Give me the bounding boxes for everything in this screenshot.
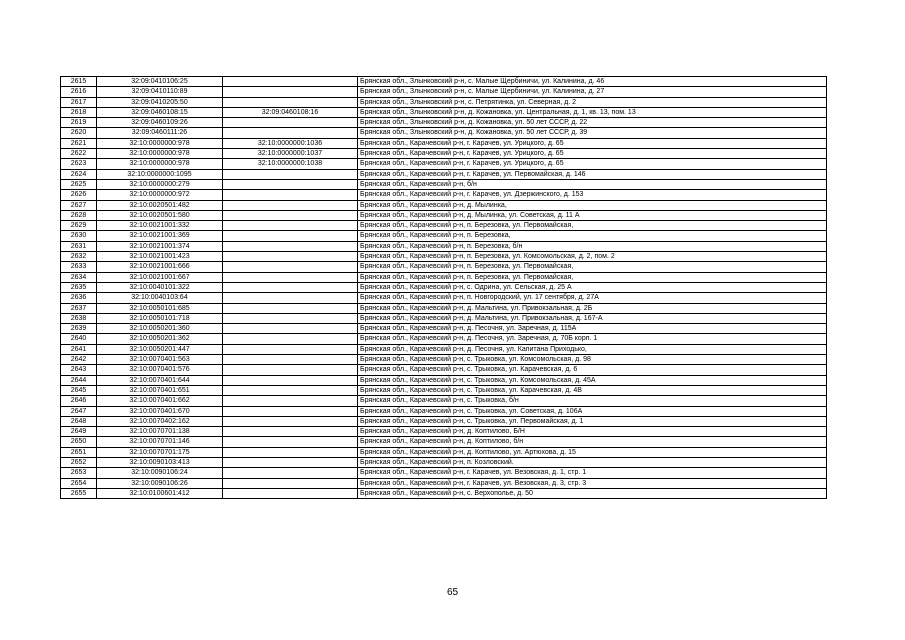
cadastral-number-cell: 32:10:0000000:978 xyxy=(97,138,223,148)
row-number-cell: 2636 xyxy=(61,293,97,303)
row-number-cell: 2618 xyxy=(61,107,97,117)
table-row xyxy=(61,447,827,457)
cadastral-number-cell: 32:10:0090106:24 xyxy=(97,468,223,478)
cadastral-number-cell: 32:10:0000000:279 xyxy=(97,179,223,189)
cadastral-number-cell: 32:10:0070401:563 xyxy=(97,355,223,365)
table-row xyxy=(61,478,827,488)
cadastral-number-cell: 32:10:0021001:667 xyxy=(97,272,223,282)
address-cell: Брянская обл., Карачевский р-н, д. Мальтина, ул. Привокзальная, д. 2Б xyxy=(358,303,827,313)
address-cell: Брянская обл., Карачевский р-н, п. Березовка, ул. Комсомольская, д. 2, пом. 2 xyxy=(358,252,827,262)
table-row xyxy=(61,457,827,467)
related-cadastral-number-cell xyxy=(223,231,358,241)
row-number-cell: 2645 xyxy=(61,385,97,395)
table-row xyxy=(61,344,827,354)
cadastral-number-cell: 32:09:0410106:25 xyxy=(97,77,223,87)
row-number-cell: 2641 xyxy=(61,344,97,354)
address-cell: Брянская обл., Злынковский р-н, с. Малые Щербиничи, ул. Калинина, д. 46 xyxy=(358,77,827,87)
row-number-cell: 2631 xyxy=(61,241,97,251)
row-number-cell: 2621 xyxy=(61,138,97,148)
address-cell: Брянская обл., Карачевский р-н, д. Песочня, ул. Капитана Приходько, xyxy=(358,344,827,354)
address-cell: Брянская обл., Карачевский р-н, с. Одрина, ул. Сельская, д. 25 А xyxy=(358,282,827,292)
address-cell: Брянская обл., Карачевский р-н, с. Трыковка, ул. Первомайская, д. 1 xyxy=(358,416,827,426)
cadastral-number-cell: 32:09:0460109:26 xyxy=(97,118,223,128)
row-number-cell: 2653 xyxy=(61,468,97,478)
related-cadastral-number-cell xyxy=(223,457,358,467)
address-cell: Брянская обл., Злынковский р-н, д. Кожановка, ул. 50 лет СССР, д. 39 xyxy=(358,128,827,138)
address-cell: Брянская обл., Карачевский р-н, г. Карачев, ул. Первомайская, д. 146 xyxy=(358,169,827,179)
cadastral-number-cell: 32:10:0000000:978 xyxy=(97,149,223,159)
table-row xyxy=(61,200,827,210)
cadastral-number-cell: 32:10:0021001:374 xyxy=(97,241,223,251)
address-cell: Брянская обл., Злынковский р-н, д. Кожановка, ул. 50 лет СССР, д. 22 xyxy=(358,118,827,128)
table-row xyxy=(61,396,827,406)
related-cadastral-number-cell xyxy=(223,427,358,437)
related-cadastral-number-cell xyxy=(223,303,358,313)
row-number-cell: 2622 xyxy=(61,149,97,159)
row-number-cell: 2655 xyxy=(61,488,97,498)
related-cadastral-number-cell: 32:10:0000000:1037 xyxy=(223,149,358,159)
row-number-cell: 2624 xyxy=(61,169,97,179)
row-number-cell: 2646 xyxy=(61,396,97,406)
cadastral-number-cell: 32:10:0050101:718 xyxy=(97,313,223,323)
related-cadastral-number-cell xyxy=(223,355,358,365)
table-row xyxy=(61,252,827,262)
cadastral-number-cell: 32:09:0410205:50 xyxy=(97,97,223,107)
page-number: 65 xyxy=(446,587,459,598)
row-number-cell: 2616 xyxy=(61,87,97,97)
related-cadastral-number-cell xyxy=(223,406,358,416)
table-row xyxy=(61,324,827,334)
address-cell: Брянская обл., Карачевский р-н, п. Козловский. xyxy=(358,457,827,467)
row-number-cell: 2615 xyxy=(61,77,97,87)
row-number-cell: 2617 xyxy=(61,97,97,107)
address-cell: Брянская обл., Карачевский р-н, с. Трыковка, ул. Карачевская, д. 4В xyxy=(358,385,827,395)
address-cell: Брянская обл., Карачевский р-н, п. Березовка, ул. Первомайская, xyxy=(358,272,827,282)
cadastral-number-cell: 32:10:0090106:26 xyxy=(97,478,223,488)
address-cell: Брянская обл., Карачевский р-н, д. Песочня, ул. Заречная, д. 115А xyxy=(358,324,827,334)
cadastral-number-cell: 32:10:0050201:362 xyxy=(97,334,223,344)
cadastral-number-cell: 32:10:0090103:413 xyxy=(97,457,223,467)
property-registry-table xyxy=(60,76,827,499)
table-row xyxy=(61,107,827,117)
table-row xyxy=(61,303,827,313)
cadastral-number-cell: 32:10:0021001:369 xyxy=(97,231,223,241)
row-number-cell: 2640 xyxy=(61,334,97,344)
address-cell: Брянская обл., Карачевский р-н, д. Мылинка, ул. Советская, д. 11 А xyxy=(358,210,827,220)
related-cadastral-number-cell xyxy=(223,221,358,231)
table-row xyxy=(61,118,827,128)
table-row xyxy=(61,97,827,107)
address-cell: Брянская обл., Карачевский р-н, п. Березовка, ул. Первомайская, xyxy=(358,221,827,231)
address-cell: Брянская обл., Злынковский р-н, д. Кожановка, ул. Центральная, д. 1, кв. 13, пом. 13 xyxy=(358,107,827,117)
cadastral-number-cell: 32:10:0000000:978 xyxy=(97,159,223,169)
related-cadastral-number-cell xyxy=(223,272,358,282)
cadastral-number-cell: 32:10:0021001:332 xyxy=(97,221,223,231)
table-row xyxy=(61,427,827,437)
related-cadastral-number-cell xyxy=(223,478,358,488)
table-row xyxy=(61,179,827,189)
related-cadastral-number-cell xyxy=(223,179,358,189)
table-row xyxy=(61,169,827,179)
address-cell: Брянская обл., Карачевский р-н, с. Трыковка, ул. Комсомольская, д. 45А xyxy=(358,375,827,385)
related-cadastral-number-cell xyxy=(223,118,358,128)
address-cell: Брянская обл., Карачевский р-н, г. Карачев, ул. Везовская, д. 1, стр. 1 xyxy=(358,468,827,478)
cadastral-number-cell: 32:10:0000000:1095 xyxy=(97,169,223,179)
address-cell: Брянская обл., Карачевский р-н, с. Трыковка, ул. Карачевская, д. 6 xyxy=(358,365,827,375)
related-cadastral-number-cell xyxy=(223,87,358,97)
related-cadastral-number-cell xyxy=(223,468,358,478)
table-row xyxy=(61,221,827,231)
table-row xyxy=(61,375,827,385)
table-row xyxy=(61,128,827,138)
row-number-cell: 2648 xyxy=(61,416,97,426)
row-number-cell: 2650 xyxy=(61,437,97,447)
table-row xyxy=(61,138,827,148)
cadastral-number-cell: 32:10:0020501:482 xyxy=(97,200,223,210)
row-number-cell: 2652 xyxy=(61,457,97,467)
table-row xyxy=(61,488,827,498)
address-cell: Брянская обл., Карачевский р-н, п. Березовка, ул. Первомайская, xyxy=(358,262,827,272)
table-row xyxy=(61,190,827,200)
table-row xyxy=(61,241,827,251)
cadastral-number-cell: 32:10:0100601:412 xyxy=(97,488,223,498)
related-cadastral-number-cell xyxy=(223,77,358,87)
row-number-cell: 2620 xyxy=(61,128,97,138)
address-cell: Брянская обл., Злынковский р-н, с. Малые Щербиничи, ул. Калинина, д. 27 xyxy=(358,87,827,97)
row-number-cell: 2638 xyxy=(61,313,97,323)
related-cadastral-number-cell xyxy=(223,241,358,251)
cadastral-number-cell: 32:10:0000000:972 xyxy=(97,190,223,200)
row-number-cell: 2654 xyxy=(61,478,97,488)
address-cell: Брянская обл., Карачевский р-н, с. Трыковка, ул. Комсомольская, д. 98 xyxy=(358,355,827,365)
address-cell: Брянская обл., Карачевский р-н, г. Карачев, ул. Урицкого, д. 65 xyxy=(358,149,827,159)
table-row xyxy=(61,313,827,323)
row-number-cell: 2623 xyxy=(61,159,97,169)
related-cadastral-number-cell xyxy=(223,324,358,334)
address-cell: Брянская обл., Карачевский р-н, д. Мылинка, xyxy=(358,200,827,210)
row-number-cell: 2635 xyxy=(61,282,97,292)
cadastral-number-cell: 32:10:0070401:662 xyxy=(97,396,223,406)
table-row xyxy=(61,149,827,159)
row-number-cell: 2632 xyxy=(61,252,97,262)
cadastral-number-cell: 32:10:0021001:423 xyxy=(97,252,223,262)
related-cadastral-number-cell xyxy=(223,365,358,375)
row-number-cell: 2625 xyxy=(61,179,97,189)
cadastral-number-cell: 32:10:0020501:580 xyxy=(97,210,223,220)
table-row xyxy=(61,437,827,447)
cadastral-number-cell: 32:10:0070401:670 xyxy=(97,406,223,416)
row-number-cell: 2629 xyxy=(61,221,97,231)
row-number-cell: 2626 xyxy=(61,190,97,200)
row-number-cell: 2637 xyxy=(61,303,97,313)
related-cadastral-number-cell xyxy=(223,385,358,395)
cadastral-number-cell: 32:10:0070402:162 xyxy=(97,416,223,426)
table-row xyxy=(61,365,827,375)
table-row xyxy=(61,159,827,169)
related-cadastral-number-cell xyxy=(223,437,358,447)
related-cadastral-number-cell: 32:09:0460108:16 xyxy=(223,107,358,117)
cadastral-number-cell: 32:10:0040103:64 xyxy=(97,293,223,303)
related-cadastral-number-cell xyxy=(223,447,358,457)
address-cell: Брянская обл., Карачевский р-н, д. Песочня, ул. Заречная, д. 70Б корп. 1 xyxy=(358,334,827,344)
row-number-cell: 2627 xyxy=(61,200,97,210)
table-row xyxy=(61,334,827,344)
related-cadastral-number-cell xyxy=(223,210,358,220)
related-cadastral-number-cell xyxy=(223,344,358,354)
related-cadastral-number-cell xyxy=(223,200,358,210)
address-cell: Брянская обл., Карачевский р-н, г. Карачев, ул. Урицкого, д. 65 xyxy=(358,138,827,148)
address-cell: Брянская обл., Карачевский р-н, д. Мальтина, ул. Привокзальная, д. 167-А xyxy=(358,313,827,323)
cadastral-number-cell: 32:10:0070701:175 xyxy=(97,447,223,457)
table-row xyxy=(61,272,827,282)
row-number-cell: 2634 xyxy=(61,272,97,282)
table-row xyxy=(61,468,827,478)
related-cadastral-number-cell xyxy=(223,128,358,138)
cadastral-number-cell: 32:10:0050201:360 xyxy=(97,324,223,334)
cadastral-number-cell: 32:10:0070401:576 xyxy=(97,365,223,375)
table-row xyxy=(61,282,827,292)
address-cell: Брянская обл., Злынковский р-н, с. Петрятинка, ул. Северная, д. 2 xyxy=(358,97,827,107)
related-cadastral-number-cell xyxy=(223,488,358,498)
row-number-cell: 2619 xyxy=(61,118,97,128)
related-cadastral-number-cell xyxy=(223,262,358,272)
related-cadastral-number-cell xyxy=(223,97,358,107)
cadastral-number-cell: 32:09:0460111:26 xyxy=(97,128,223,138)
cadastral-number-cell: 32:10:0070701:146 xyxy=(97,437,223,447)
address-cell: Брянская обл., Карачевский р-н, д. Коптилово, б/н xyxy=(358,437,827,447)
related-cadastral-number-cell xyxy=(223,169,358,179)
table-row xyxy=(61,416,827,426)
cadastral-number-cell: 32:10:0040101:322 xyxy=(97,282,223,292)
row-number-cell: 2644 xyxy=(61,375,97,385)
row-number-cell: 2649 xyxy=(61,427,97,437)
address-cell: Брянская обл., Карачевский р-н, б/н xyxy=(358,179,827,189)
cadastral-number-cell: 32:10:0070401:644 xyxy=(97,375,223,385)
table-row xyxy=(61,262,827,272)
row-number-cell: 2630 xyxy=(61,231,97,241)
related-cadastral-number-cell xyxy=(223,282,358,292)
related-cadastral-number-cell xyxy=(223,334,358,344)
table-row xyxy=(61,293,827,303)
related-cadastral-number-cell: 32:10:0000000:1038 xyxy=(223,159,358,169)
address-cell: Брянская обл., Карачевский р-н, с. Трыковка, б/н xyxy=(358,396,827,406)
address-cell: Брянская обл., Карачевский р-н, п. Березовка, б/н xyxy=(358,241,827,251)
row-number-cell: 2643 xyxy=(61,365,97,375)
related-cadastral-number-cell xyxy=(223,190,358,200)
table-row xyxy=(61,87,827,97)
address-cell: Брянская обл., Карачевский р-н, г. Карачев, ул. Дзержинского, д. 153 xyxy=(358,190,827,200)
cadastral-number-cell: 32:10:0050101:685 xyxy=(97,303,223,313)
cadastral-number-cell: 32:10:0021001:666 xyxy=(97,262,223,272)
address-cell: Брянская обл., Карачевский р-н, д. Коптилово, ул. Артюхова, д. 15 xyxy=(358,447,827,457)
cadastral-number-cell: 32:10:0070701:138 xyxy=(97,427,223,437)
row-number-cell: 2628 xyxy=(61,210,97,220)
address-cell: Брянская обл., Карачевский р-н, п. Новгородский, ул. 17 сентября, д. 27А xyxy=(358,293,827,303)
row-number-cell: 2633 xyxy=(61,262,97,272)
row-number-cell: 2639 xyxy=(61,324,97,334)
cadastral-number-cell: 32:10:0070401:651 xyxy=(97,385,223,395)
row-number-cell: 2651 xyxy=(61,447,97,457)
related-cadastral-number-cell xyxy=(223,313,358,323)
address-cell: Брянская обл., Карачевский р-н, п. Березовка, xyxy=(358,231,827,241)
related-cadastral-number-cell xyxy=(223,252,358,262)
related-cadastral-number-cell xyxy=(223,396,358,406)
table-row xyxy=(61,231,827,241)
related-cadastral-number-cell xyxy=(223,416,358,426)
cadastral-number-cell: 32:09:0460108:15 xyxy=(97,107,223,117)
related-cadastral-number-cell xyxy=(223,375,358,385)
related-cadastral-number-cell: 32:10:0000000:1036 xyxy=(223,138,358,148)
table-row xyxy=(61,355,827,365)
row-number-cell: 2642 xyxy=(61,355,97,365)
address-cell: Брянская обл., Карачевский р-н, г. Карачев, ул. Урицкого, д. 65 xyxy=(358,159,827,169)
address-cell: Брянская обл., Карачевский р-н, с. Верхополье, д. 50 xyxy=(358,488,827,498)
table-row xyxy=(61,210,827,220)
table-row xyxy=(61,77,827,87)
address-cell: Брянская обл., Карачевский р-н, г. Карачев, ул. Везовская, д. 3, стр. 3 xyxy=(358,478,827,488)
address-cell: Брянская обл., Карачевский р-н, с. Трыковка, ул. Советская, д. 106А xyxy=(358,406,827,416)
row-number-cell: 2647 xyxy=(61,406,97,416)
address-cell: Брянская обл., Карачевский р-н, д. Коптилово, Б/Н xyxy=(358,427,827,437)
table-row xyxy=(61,385,827,395)
cadastral-number-cell: 32:10:0050201:447 xyxy=(97,344,223,354)
cadastral-number-cell: 32:09:0410110:89 xyxy=(97,87,223,97)
table-body xyxy=(61,77,827,499)
table-row xyxy=(61,406,827,416)
related-cadastral-number-cell xyxy=(223,293,358,303)
